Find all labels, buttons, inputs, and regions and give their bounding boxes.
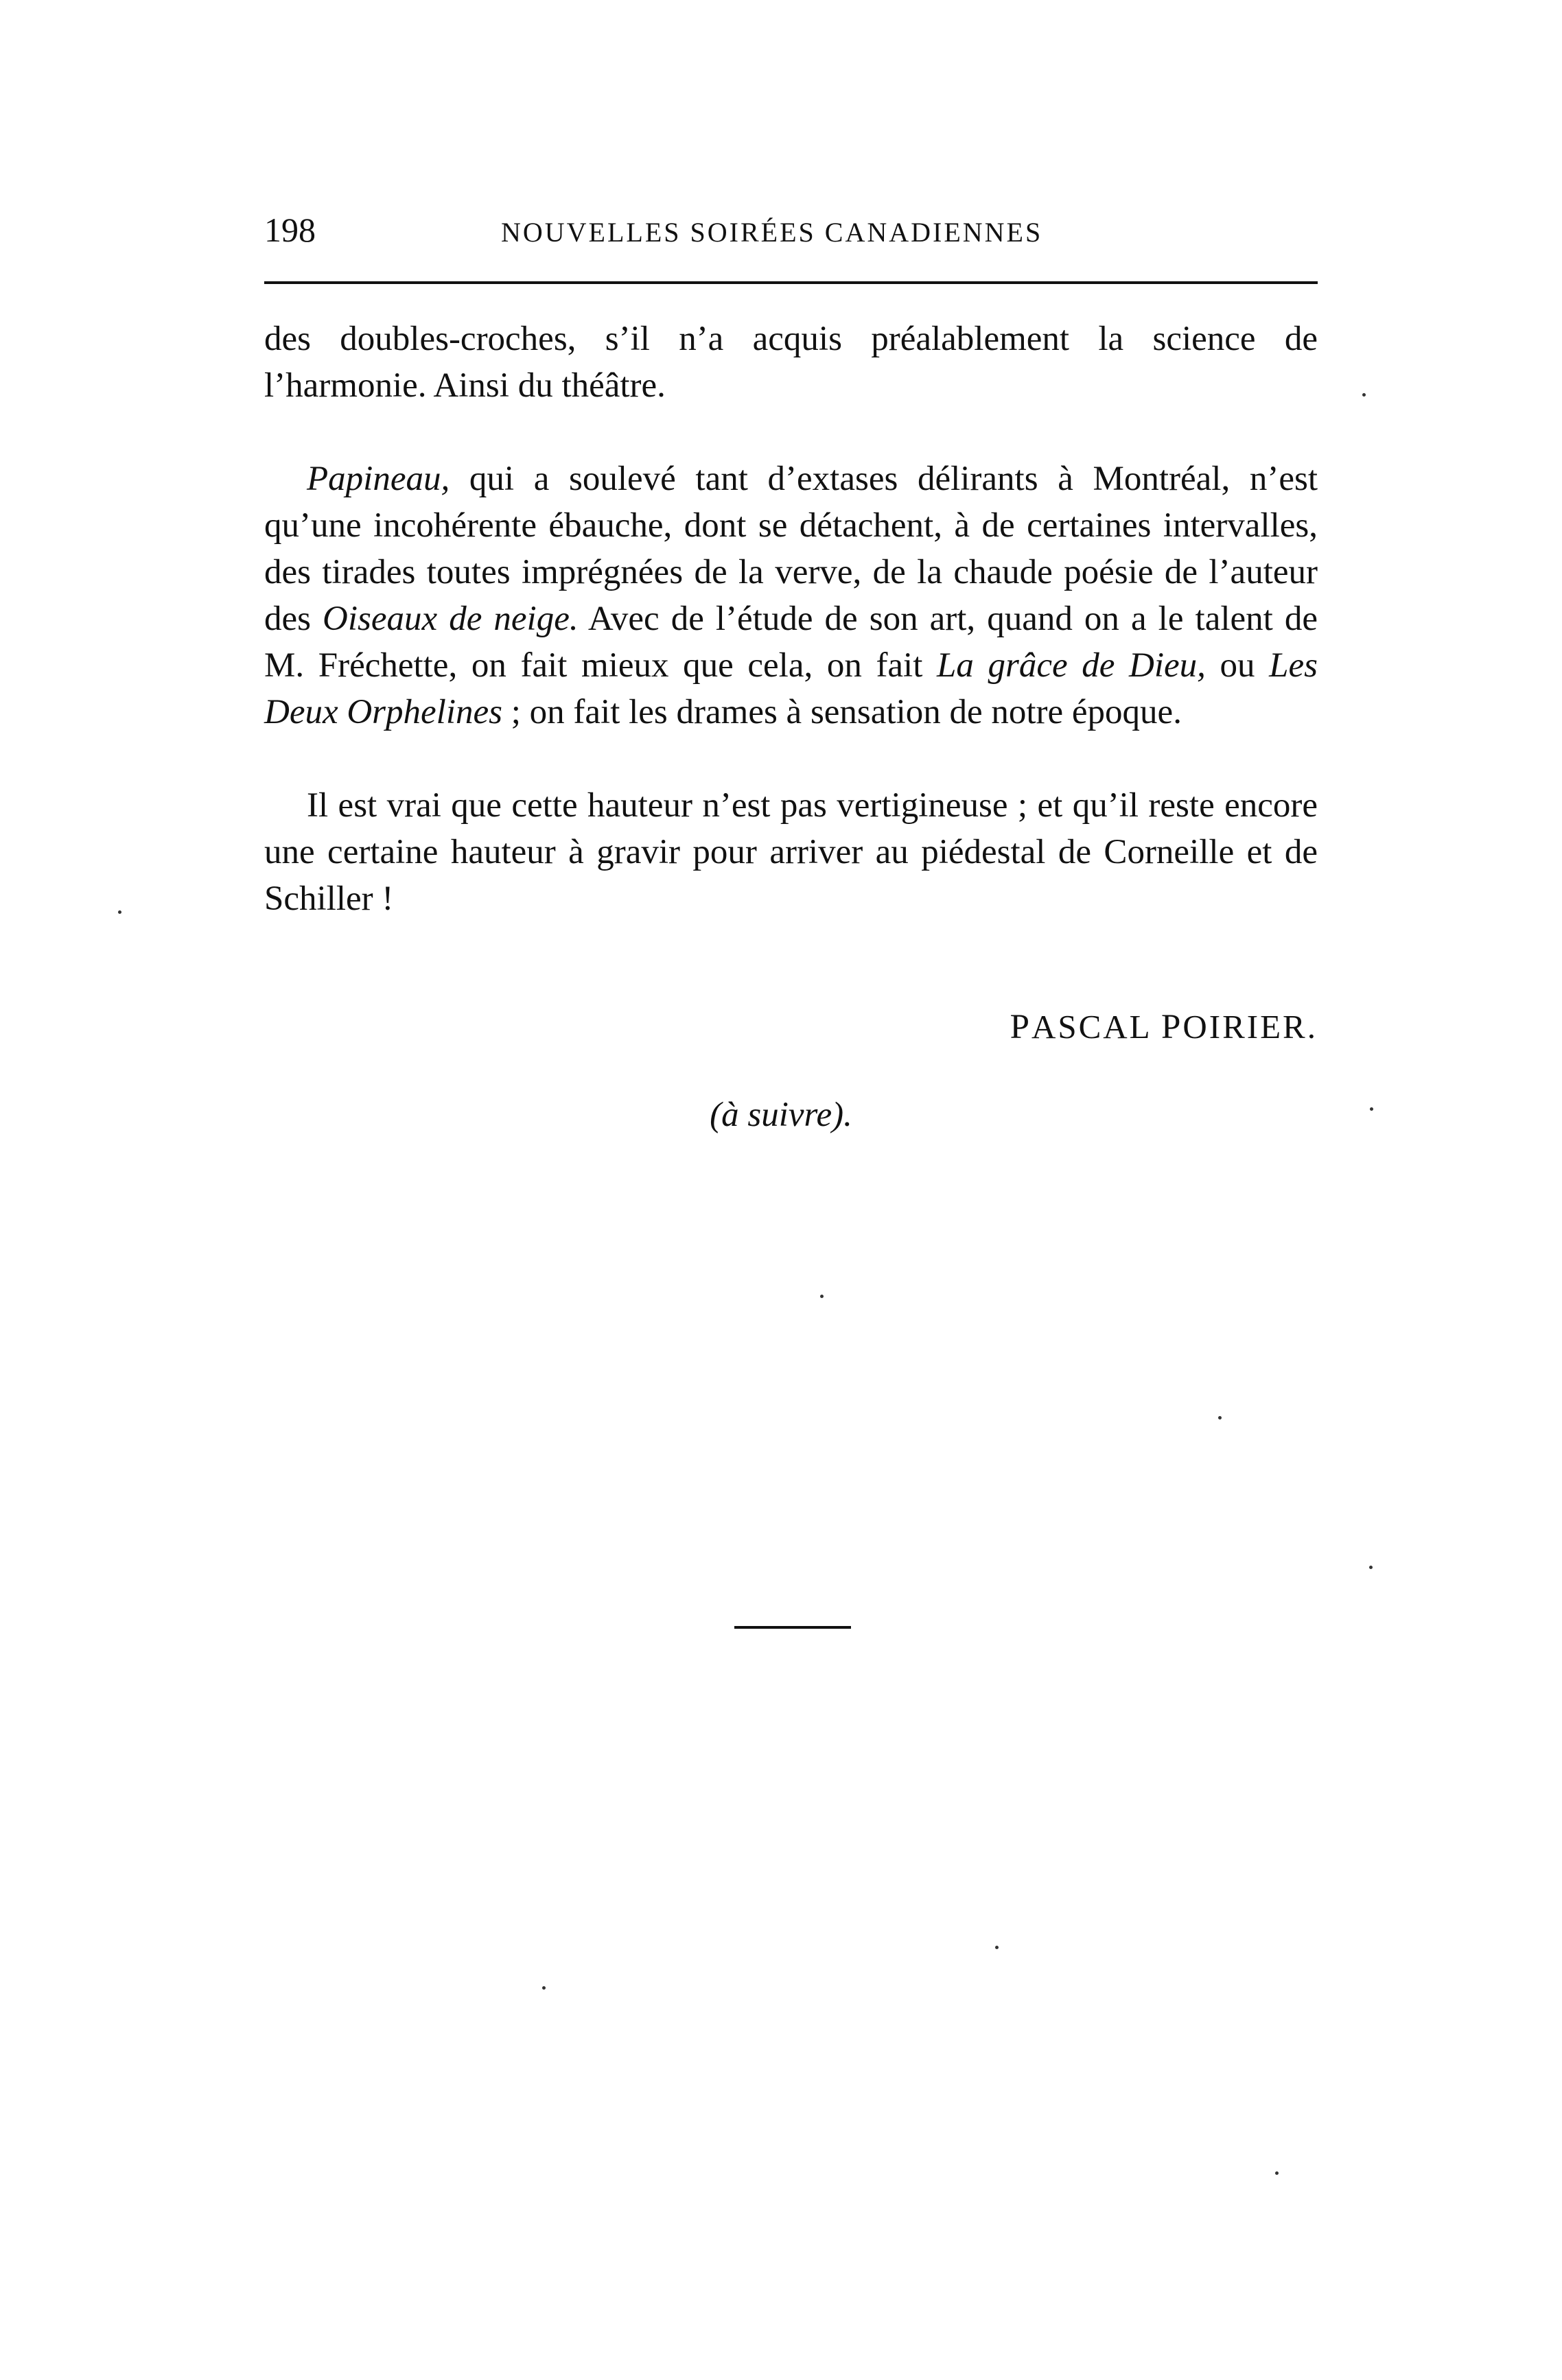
end-rule bbox=[734, 1626, 851, 1629]
paragraph-1: des doubles-croches, s’il n’a acquis préalablement la science de l’harmonie. Ainsi du théâtre. bbox=[264, 320, 1318, 405]
ink-speck bbox=[1218, 1416, 1222, 1419]
paragraph-3: Il est vrai que cette hauteur n’est pas vertigineuse ; et qu’il reste encore une certaine hauteur à gravir pour arriver au piédestal de Corneille et de Schiller ! bbox=[264, 786, 1318, 918]
body-text bbox=[264, 316, 1318, 922]
paragraph-2-text-1: qui a soulevé tant d’extases délirants à Montréal, n’est qu’une incohérente ébauche, dont se détachent, à de certaines intervalles, des tirades toutes imprégnées de la verve, de la chaude poésie de l’auteur des bbox=[264, 460, 1318, 638]
ink-speck bbox=[1362, 393, 1366, 397]
to-be-continued: (à suivre). bbox=[710, 1096, 852, 1134]
paragraph-2-text-2: Avec de l’étude de son art, quand on a le talent de M. Fréchette, on fait mieux que cela, on fait bbox=[264, 600, 1318, 685]
work-title-les-deux-orphelines: Les Deux Orphelines bbox=[264, 646, 1318, 731]
signature-first-initial: P bbox=[1010, 1008, 1031, 1046]
paragraph-2 bbox=[264, 456, 1318, 735]
ink-speck bbox=[995, 1946, 999, 1949]
paragraph-2-text-4: ; on fait les drames à sensation de notre époque. bbox=[502, 693, 1182, 731]
ink-speck bbox=[542, 1986, 546, 1990]
signature-last-rest: OIRIER. bbox=[1182, 1008, 1318, 1046]
work-title-la-grace-de-dieu: La grâce de Dieu, bbox=[937, 646, 1206, 685]
work-title-oiseaux-de-neige: Oiseaux de neige. bbox=[323, 600, 579, 638]
ink-speck bbox=[820, 1295, 824, 1298]
running-title: NOUVELLES SOIRÉES CANADIENNES bbox=[501, 217, 1043, 248]
ink-speck bbox=[1370, 1107, 1373, 1111]
header-rule bbox=[264, 281, 1318, 284]
author-signature bbox=[1010, 1003, 1318, 1051]
page-header bbox=[264, 206, 1318, 254]
work-title-papineau: Papineau, bbox=[307, 460, 450, 498]
paragraph-2-text-3: ou bbox=[1205, 646, 1270, 685]
ink-speck bbox=[1369, 1566, 1373, 1569]
page-number: 198 bbox=[264, 211, 316, 249]
signature-last-initial: P bbox=[1161, 1008, 1183, 1046]
signature-first-rest: ASCAL bbox=[1031, 1008, 1151, 1046]
ink-speck bbox=[118, 910, 121, 914]
ink-speck bbox=[1275, 2171, 1279, 2175]
